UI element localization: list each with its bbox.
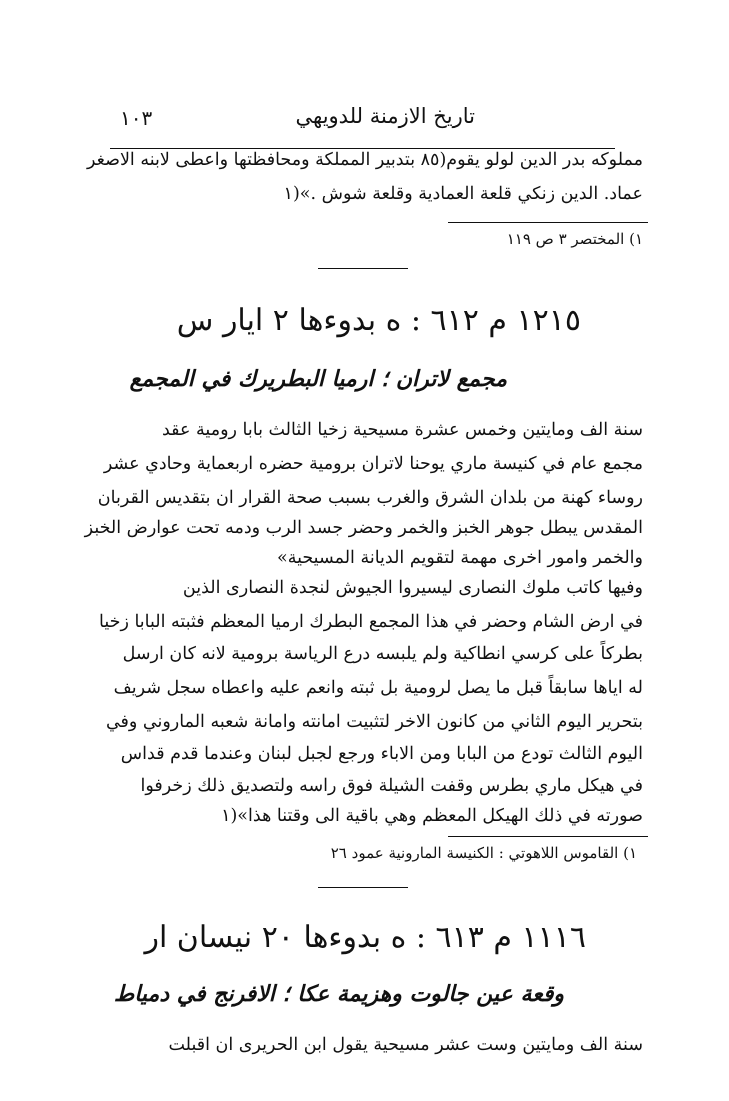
entry-1-line: مجمع عام في كنيسة ماري يوحنا لاتران برومية حضره اربعماية وحادي عشر	[103, 454, 643, 474]
footnote-1: ١) المختصر ٣ ص ١١٩	[506, 230, 643, 248]
entry-2-subheading: وقعة عين جالوت وهزيمة عكا ؛ الافرنج في دمياط	[113, 981, 564, 1007]
entry-1-footnote: ١) القاموس اللاهوتي : الكنيسة المارونية عمود ٢٦	[330, 844, 637, 862]
header-rule	[110, 148, 615, 149]
running-header	[110, 104, 615, 140]
section-divider	[318, 268, 408, 269]
entry-1-line: اليوم الثالث تودع من البابا ومن الاباء ورجع لجبل لبنان وعندما قدم قداس	[120, 744, 643, 764]
entry-1-line: له اياها سابقاً قبل ما يصل لرومية بل ثبته وانعم عليه واعطاه سجل شريف	[113, 678, 643, 698]
intro-line-2: عماد. الدين زنكي قلعة العمادية وقلعة شوش .»(١	[283, 184, 643, 204]
section-divider	[318, 887, 408, 888]
intro-line-1: مملوكه بدر الدين لولو يقوم(٨٥ بتدبير المملكة ومحافظتها واعطى لابنه الاصغر	[86, 150, 643, 170]
entry-1-line: صورته في ذلك الهيكل المعظم وهي باقية الى وقتنا هذا»(١	[221, 806, 643, 826]
entry-1-line: بطركاً على كرسي انطاكية ولم يلبسه درع الرياسة برومية لانه كان ارسل	[122, 644, 643, 664]
entry-1-line: روساء كهنة من بلدان الشرق والغرب بسبب صحة القرار ان بتقديس القربان	[97, 488, 643, 508]
entry-1-subheading: مجمع لاتران ؛ ارميا البطريرك في المجمع	[129, 366, 507, 392]
entry-1-line: بتحرير اليوم الثاني من كانون الاخر لتثبيت امانته وامانة شعبه الماروني وفي	[105, 712, 643, 732]
entry-1-line: سنة الف ومايتين وخمس عشرة مسيحية زخيا الثالث بابا رومية عقد	[161, 420, 643, 440]
header-title: تاريخ الازمنة للدويهي	[295, 104, 475, 128]
footnote-rule	[448, 222, 648, 223]
entry-2-date-heading: ١١١٦ م ٦١٣ : ه بدوءها ٢٠ نيسان ار	[144, 920, 586, 955]
entry-1-line: في ارض الشام وحضر في هذا المجمع البطرك ارميا المعظم فثبته البابا زخيا	[99, 612, 643, 632]
page-number: ١٠٣	[120, 106, 153, 130]
entry-2-line: سنة الف ومايتين وست عشر مسيحية يقول ابن الحريرى ان اقبلت	[168, 1035, 643, 1055]
entry-1-line: المقدس يبطل جوهر الخبز والخمر وحضر جسد الرب ودمه تحت عوارض الخبز	[84, 518, 643, 538]
entry-1-date-heading: ١٢١٥ م ٦١٢ : ه بدوءها ٢ ايار س	[176, 303, 581, 338]
entry-1-line: في هيكل ماري بطرس وقفت الشيلة فوق راسه ولتصديق ذلك زخرفوا	[140, 776, 643, 796]
entry-1-line: والخمر وامور اخرى مهمة لتقويم الديانة المسيحية»	[277, 548, 643, 568]
entry-1-line: وفيها كاتب ملوك النصارى ليسيروا الجيوش لنجدة النصارى الذين	[182, 578, 643, 598]
footnote-rule	[448, 836, 648, 837]
